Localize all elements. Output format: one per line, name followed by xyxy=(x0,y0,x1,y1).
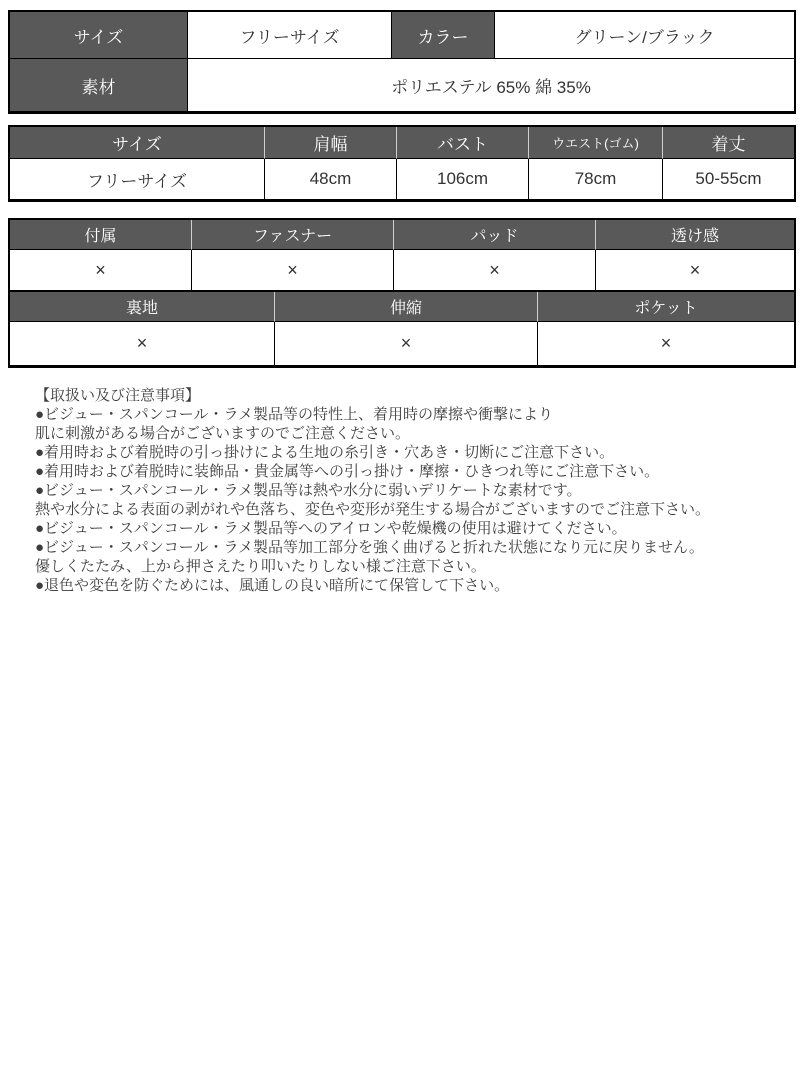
handling-notes xyxy=(35,386,792,595)
value-stretch: × xyxy=(275,322,538,365)
value-pocket: × xyxy=(660,333,672,353)
notes-line: ●ビジュー・スパンコール・ラメ製品等は熱や水分に弱いデリケートな素材です。 xyxy=(35,482,582,499)
header-fastener: ファスナー xyxy=(192,220,394,250)
value-shoulder-width: 48cm xyxy=(265,159,397,199)
value-sheerness: × xyxy=(689,259,701,280)
notes-title: 【取扱い及び注意事項】 xyxy=(35,387,201,404)
material-value-cell: ポリエステル 65% 綿 35% xyxy=(391,77,591,97)
material-label-cell: 素材 xyxy=(10,59,188,111)
measurement-value-row xyxy=(10,159,794,199)
header-waist: ウエスト(ゴム) xyxy=(529,127,663,159)
feature-a-value-row xyxy=(10,250,794,290)
notes-line: ●着用時および着脱時の引っ掛けによる生地の糸引き・穴あき・切断にご注意下さい。 xyxy=(35,444,615,461)
header-pad: パッド xyxy=(394,220,596,250)
feature-a-header-row xyxy=(10,220,794,250)
header-pocket: ポケット xyxy=(538,292,794,322)
header-accessory: 付属 xyxy=(10,220,192,250)
notes-line: 優しくたたみ、上から押さえたり叩いたりしない様ご注意下さい。 xyxy=(35,558,486,575)
value-lining: × xyxy=(10,322,275,365)
measurement-table xyxy=(8,125,796,202)
notes-line: ●ビジュー・スパンコール・ラメ製品等の特性上、着用時の摩擦や衝撃により xyxy=(35,406,554,423)
feature-b-header-row xyxy=(10,292,794,322)
header-size: サイズ xyxy=(10,127,265,159)
value-waist: 78cm xyxy=(529,159,663,199)
feature-table-a xyxy=(8,218,796,292)
header-lining: 裏地 xyxy=(10,292,275,322)
header-length: 着丈 xyxy=(663,127,794,159)
value-bust: 106cm xyxy=(397,159,529,199)
size-value-cell: フリーサイズ xyxy=(188,12,392,59)
size-label-cell: サイズ xyxy=(10,12,188,59)
value-length: 50-55cm xyxy=(695,169,762,188)
header-bust: バスト xyxy=(397,127,529,159)
value-size: フリーサイズ xyxy=(10,159,265,199)
color-value-cell: グリーン/ブラック xyxy=(495,12,794,59)
spec-table-row xyxy=(10,59,794,111)
notes-line: ●退色や変色を防ぐためには、風通しの良い暗所にて保管して下さい。 xyxy=(35,577,510,594)
header-stretch: 伸縮 xyxy=(275,292,538,322)
value-fastener: × xyxy=(192,250,394,290)
color-label-cell: カラー xyxy=(392,12,495,59)
feature-b-value-row xyxy=(10,322,794,365)
notes-line: 熱や水分による表面の剥がれや色落ち、変色や変形が発生する場合がございますのでご注意下さい。 xyxy=(35,501,711,518)
spec-table xyxy=(8,10,796,114)
notes-line: ●ビジュー・スパンコール・ラメ製品等加工部分を強く曲げると折れた状態になり元に戻りません。 xyxy=(35,539,704,556)
header-shoulder-width: 肩幅 xyxy=(265,127,397,159)
notes-line: 肌に刺激がある場合がございますのでご注意ください。 xyxy=(35,425,411,442)
notes-line: ●ビジュー・スパンコール・ラメ製品等へのアイロンや乾燥機の使用は避けてください。 xyxy=(35,520,627,537)
spec-table-row xyxy=(10,12,794,59)
measurement-header-row xyxy=(10,127,794,159)
value-pad: × xyxy=(394,250,596,290)
notes-line: ●着用時および着脱時に装飾品・貴金属等への引っ掛け・摩擦・ひきつれ等にご注意下さい。 xyxy=(35,463,660,480)
header-sheerness: 透け感 xyxy=(596,220,794,250)
feature-table-b xyxy=(8,292,796,368)
value-accessory: × xyxy=(10,250,192,290)
